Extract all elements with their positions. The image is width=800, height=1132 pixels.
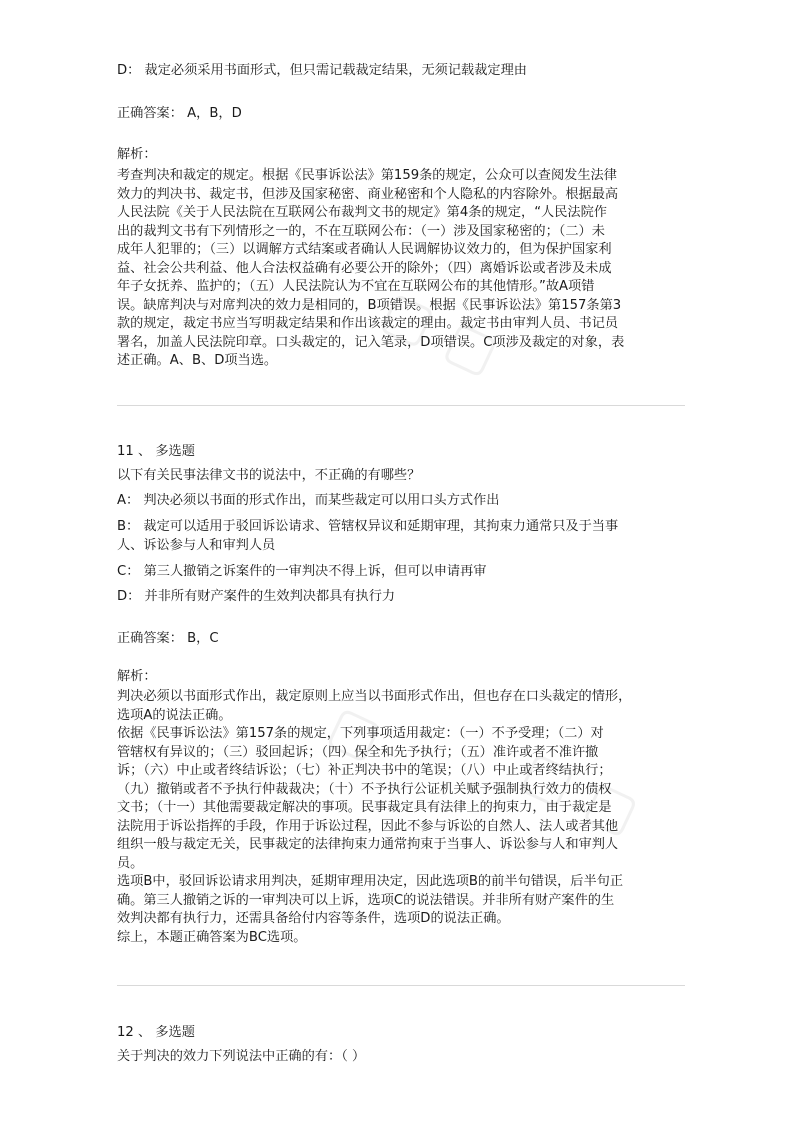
- q10-analysis-line: 年子女抚养、监护的；（五）人民法院认为不宜在互联网公布的其他情形。”故A项错: [117, 279, 595, 294]
- q11-option-a: A： 判决必须以书面的形式作出，而某些裁定可以用口头方式作出: [117, 493, 500, 508]
- q11-analysis-line: 法院用于诉讼指挥的手段，作用于诉讼过程，因此不参与诉讼的自然人、法人或者其他: [117, 818, 619, 834]
- q11-analysis-line: 效判决都有执行力，还需具备给付内容等条件，选项D的说法正确。: [117, 911, 510, 926]
- q10-analysis-line: 款的规定，裁定书应当写明裁定结果和作出该裁定的理由。裁定书由审判人员、书记员: [117, 316, 619, 331]
- q10-analysis-line: 误。缺席判决与对席判决的效力是相同的，B项错误。根据《民事诉讼法》第157条第3: [117, 297, 622, 313]
- q10-analysis-line: 成年人犯罪的；（三）以调解方式结案或者确认人民调解协议效力的，但为保护国家利: [117, 242, 612, 257]
- watermark-1: ▢ ▢: [372, 277, 509, 386]
- q11-header: 11 、 多选题: [117, 444, 195, 459]
- q11-analysis-label: 解析：: [117, 669, 157, 684]
- q11-analysis-line: 文书；（十一）其他需要裁定解决的事项。民事裁定具有法律上的拘束力，由于裁定是: [117, 800, 612, 815]
- q10-analysis: [117, 167, 624, 371]
- watermark-2: ▢ ▢: [512, 737, 649, 846]
- q11-analysis: [117, 688, 631, 947]
- q10-option-d: D： 裁定必须采用书面形式，但只需记载裁定结果，无须记载裁定理由: [117, 63, 527, 78]
- q11-analysis-line: 组织一般与裁定无关，民事裁定的法律拘束力通常拘束于当事人、诉讼参与人和审判人: [117, 837, 619, 852]
- q10-analysis-line: 述正确。A、B、D项当选。: [117, 353, 278, 368]
- q11-analysis-line: 诉；（六）中止或者终结诉讼；（七）补正判决书中的笔误；（八）中止或者终结执行；: [117, 763, 612, 778]
- q11-analysis-line: 选项A的说法正确。: [117, 707, 232, 723]
- q11-analysis-line: 选项B中，驳回诉讼请求用判决，延期审理用决定，因此选项B的前半句错误，后半句正: [117, 874, 624, 889]
- q10-analysis-line: 出的裁判文书有下列情形之一的，不在互联网公布：（一）涉及国家秘密的；（二）未: [117, 223, 605, 239]
- q10-analysis-line: 效力的判决书、裁定书，但涉及国家秘密、商业秘密和个人隐私的内容除外。根据最高: [117, 186, 619, 202]
- watermark-3: ▢: [319, 692, 392, 771]
- q11-question: 以下有关民事法律文书的说法中，不正确的有哪些？: [117, 468, 421, 483]
- q11-analysis-line: （九）撤销或者不予执行仲裁裁决；（十）不予执行公证机关赋予强制执行效力的债权: [117, 781, 612, 797]
- q10-analysis-line: 署名，加盖人民法院印章。口头裁定的，记入笔录，D项错误。C项涉及裁定的对象，表: [117, 334, 625, 350]
- q10-analysis-line: 考查判决和裁定的规定。根据《民事诉讼法》第159条的规定，公众可以查阅发生法律: [117, 168, 617, 183]
- q11-analysis-line: 判决必须以书面形式作出，裁定原则上应当以书面形式作出，但也存在口头裁定的情形，: [117, 689, 632, 704]
- q11-analysis-line: 综上，本题正确答案为BC选项。: [117, 929, 307, 945]
- q12-question: 关于判决的效力下列说法中正确的有：（ ）: [117, 1049, 366, 1064]
- q11-option-b-line: 人、诉讼参与人和审判人员: [117, 537, 276, 553]
- q11-analysis-line: 确。第三人撤销之诉的一审判决可以上诉，选项C的说法错误。并非所有财产案件的生: [117, 892, 615, 908]
- q11-analysis-line: 依据《民事诉讼法》第157条的规定，下列事项适用裁定：（一）不予受理；（二）对: [117, 726, 604, 741]
- q11-analysis-line: 管辖权有异议的；（三）驳回起诉；（四）保全和先予执行；（五）准许或者不准许撤: [117, 744, 599, 760]
- q11-option-b-line: B： 裁定可以适用于驳回诉讼请求、管辖权异议和延期审理，其拘束力通常只及于当事: [117, 519, 619, 534]
- q11-option-c: C： 第三人撤销之诉案件的一审判决不得上诉，但可以申请再审: [117, 564, 487, 579]
- q11-answer: 正确答案： B，C: [117, 631, 219, 646]
- divider: [117, 985, 685, 986]
- q10-answer: 正确答案： A，B，D: [117, 106, 242, 121]
- divider: [117, 405, 685, 406]
- q10-analysis-label: 解析：: [117, 147, 157, 162]
- q11-option-b: [117, 518, 618, 555]
- q10-analysis-line: 人民法院《关于人民法院在互联网公布裁判文书的规定》第4条的规定，“人民法院作: [117, 205, 607, 220]
- q11-analysis-line: 员。: [117, 855, 144, 871]
- q12-header: 12 、 多选题: [117, 1025, 195, 1040]
- q11-option-d: D： 并非所有财产案件的生效判决都具有执行力: [117, 589, 396, 604]
- q10-analysis-line: 益、社会公共利益、他人合法权益确有必要公开的除外；（四）离婚诉讼或者涉及未成: [117, 260, 612, 276]
